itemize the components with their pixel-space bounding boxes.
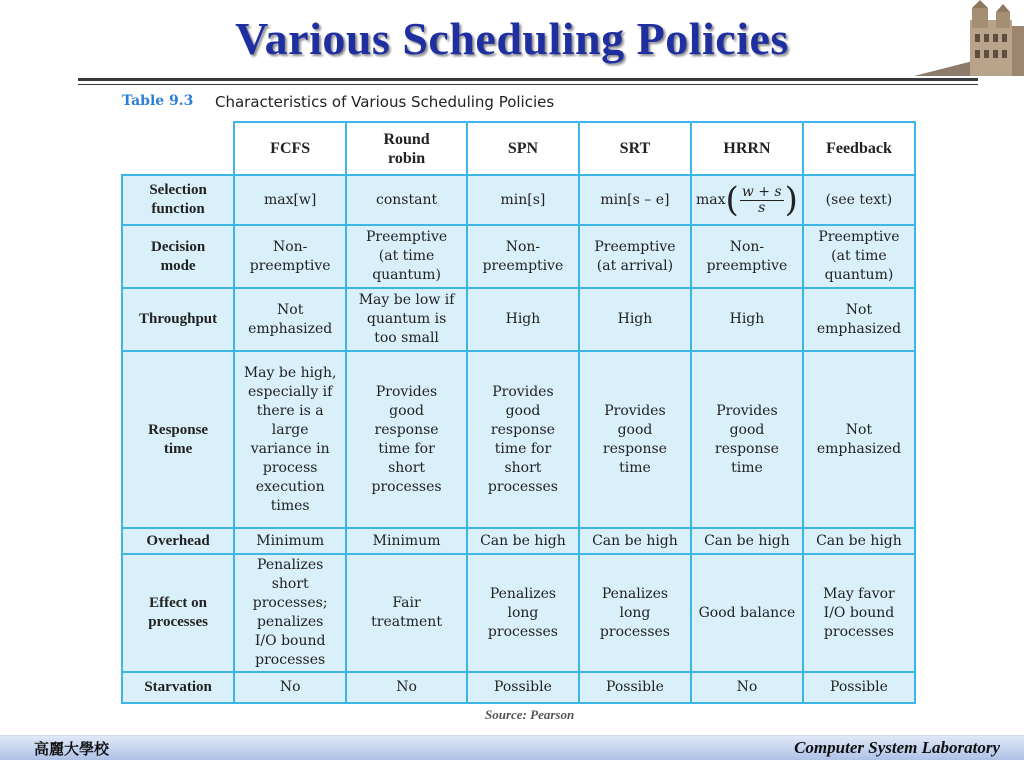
header-row [122,122,915,175]
row-header: Selection function [122,175,234,225]
table-cell: min[s] [467,175,579,225]
column-header: Round robin [346,122,467,175]
table-cell: Can be high [579,528,691,554]
table-cell: May be high, especially if there is a large variance in process execution times [234,351,346,528]
title-underline-thin [78,84,978,85]
university-name: 高麗大學校 [34,740,110,758]
formula-numerator: w + s [741,183,782,200]
table-row [122,225,915,288]
row-header: Response time [122,351,234,528]
table-cell: No [234,672,346,703]
table-cell: (see text) [803,175,915,225]
column-header: Feedback [803,122,915,175]
corner-cell [122,122,234,175]
row-header: Throughput [122,288,234,351]
table-cell: Preemptive (at time quantum) [803,225,915,288]
hrrn-formula: max ( $\frac{w + s}{s}$ ) [696,180,798,220]
table-label: Table 9.3 [122,93,194,109]
table-cell: Provides good response time [579,351,691,528]
column-header: FCFS [234,122,346,175]
table-cell: Not emphasized [803,288,915,351]
table-cell: Non-preemptive [467,225,579,288]
formula-denominator: s [758,199,766,216]
table-cell: Penalizes long processes [467,554,579,672]
hrrn-formula-cell [691,175,803,225]
lab-name: Computer System Laboratory [794,738,1000,757]
table-row [122,288,915,351]
table-cell: Penalizes long processes [579,554,691,672]
table-cell: May favor I/O bound processes [803,554,915,672]
table-cell: Possible [467,672,579,703]
table-cell: Possible [803,672,915,703]
column-header: SPN [467,122,579,175]
table-cell: High [467,288,579,351]
table-cell: max[w] [234,175,346,225]
footer-bar [0,735,1024,760]
table-cell: Not emphasized [234,288,346,351]
table-cell: Preemptive (at arrival) [579,225,691,288]
table-cell: Minimum [346,528,467,554]
table-cell: Can be high [691,528,803,554]
table-row [122,554,915,672]
table-cell: min[s – e] [579,175,691,225]
table-cell: Can be high [803,528,915,554]
table-cell: Possible [579,672,691,703]
table-cell: Good balance [691,554,803,672]
table-row [122,175,915,225]
table-cell: Fair treatment [346,554,467,672]
table-cell: No [346,672,467,703]
table-cell: Provides good response time for short processes [467,351,579,528]
row-header: Overhead [122,528,234,554]
row-header: Starvation [122,672,234,703]
table-cell: Provides good response time for short processes [346,351,467,528]
table-cell: Can be high [467,528,579,554]
title-underline [78,78,978,81]
table-caption: Characteristics of Various Scheduling Policies [215,93,555,111]
table-cell: Not emphasized [803,351,915,528]
table-cell: Preemptive (at time quantum) [346,225,467,288]
table-cell: Penalizes short processes; penalizes I/O bound processes [234,554,346,672]
table-cell: High [579,288,691,351]
source-note: Source: Pearson [485,707,575,722]
table-cell: Non-preemptive [691,225,803,288]
table-row [122,672,915,703]
table-cell: constant [346,175,467,225]
table-cell: High [691,288,803,351]
table-row [122,351,915,528]
column-header: HRRN [691,122,803,175]
table-cell: May be low if quantum is too small [346,288,467,351]
scheduling-policies-table [121,121,916,704]
table-cell: No [691,672,803,703]
table-row [122,528,915,554]
university-building-image [912,0,1024,76]
slide-title: Various Scheduling Policies [235,13,789,64]
table-cell: Non-preemptive [234,225,346,288]
table-cell: Provides good response time [691,351,803,528]
row-header: Decision mode [122,225,234,288]
formula-prefix: max [696,191,726,208]
table-cell: Minimum [234,528,346,554]
row-header: Effect on processes [122,554,234,672]
column-header: SRT [579,122,691,175]
